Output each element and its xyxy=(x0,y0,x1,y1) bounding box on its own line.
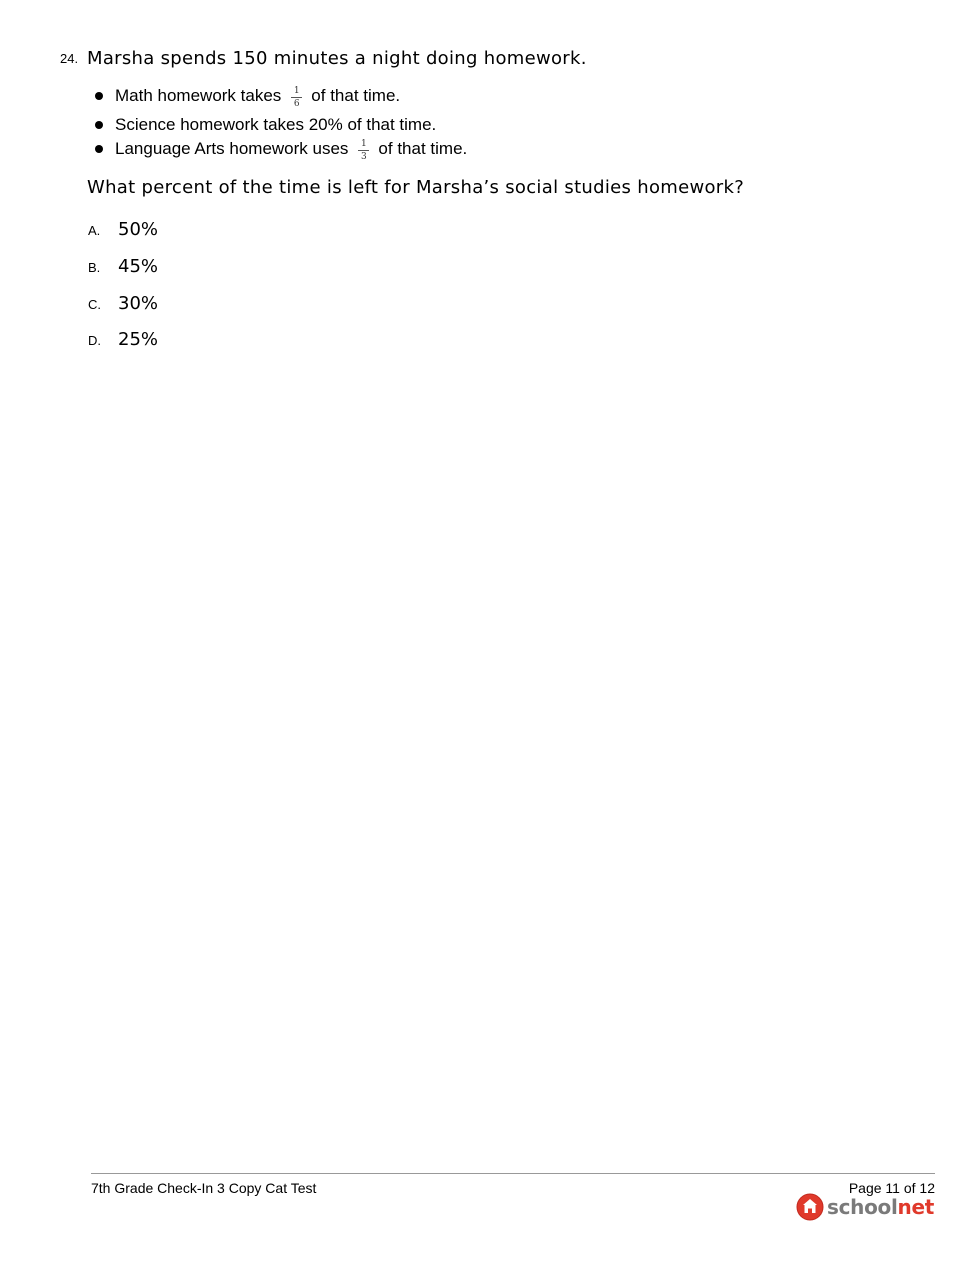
question-stem: Marsha spends 150 minutes a night doing homework. xyxy=(87,48,587,69)
bullet-dot-icon xyxy=(95,121,103,129)
fraction-denominator: 6 xyxy=(293,99,300,109)
bullet-text: Language Arts homework uses xyxy=(115,138,349,158)
house-badge-icon xyxy=(796,1193,824,1221)
bullet-dot-icon xyxy=(95,145,103,153)
fraction-one-sixth xyxy=(291,86,302,109)
bullet-dot-icon xyxy=(95,92,103,100)
choice-text: 30% xyxy=(118,293,159,314)
choice-letter: B. xyxy=(88,260,101,275)
choice-text: 25% xyxy=(118,329,159,350)
logo-text-net: net xyxy=(897,1195,934,1219)
bullet-text: Science homework takes 20% of that time. xyxy=(115,115,437,134)
choice-c[interactable] xyxy=(88,293,158,314)
choice-b[interactable] xyxy=(88,256,158,277)
bullet-language-arts xyxy=(95,137,467,160)
bullet-text: of that time. xyxy=(378,138,468,158)
question-number: 24. xyxy=(60,51,79,66)
choice-d[interactable] xyxy=(88,329,158,350)
fraction-bar xyxy=(358,150,369,151)
bullet-math xyxy=(95,84,400,107)
fraction-bar xyxy=(291,97,302,98)
page-number: Page 11 of 12 xyxy=(848,1180,935,1196)
fraction-denominator: 3 xyxy=(361,152,367,162)
choice-a[interactable] xyxy=(88,219,158,240)
choice-text: 45% xyxy=(118,256,159,277)
fraction-one-third xyxy=(358,139,369,162)
bullet-science xyxy=(95,115,436,135)
choice-letter: D. xyxy=(88,333,101,348)
schoolnet-logo xyxy=(796,1193,934,1221)
bullet-text: of that time. xyxy=(311,85,401,105)
choice-letter: A. xyxy=(88,223,101,238)
fraction-numerator: 1 xyxy=(293,86,300,96)
footer-divider xyxy=(91,1173,935,1174)
fraction-numerator: 1 xyxy=(361,139,367,149)
question-prompt: What percent of the time is left for Marsha’s social studies homework? xyxy=(87,177,745,198)
logo-text-school: school xyxy=(826,1195,898,1219)
choice-letter: C. xyxy=(88,297,101,312)
bullet-text: Math homework takes xyxy=(115,85,282,105)
footer-title: 7th Grade Check-In 3 Copy Cat Test xyxy=(91,1180,317,1196)
logo-text xyxy=(827,1195,934,1219)
choice-text: 50% xyxy=(118,219,159,240)
